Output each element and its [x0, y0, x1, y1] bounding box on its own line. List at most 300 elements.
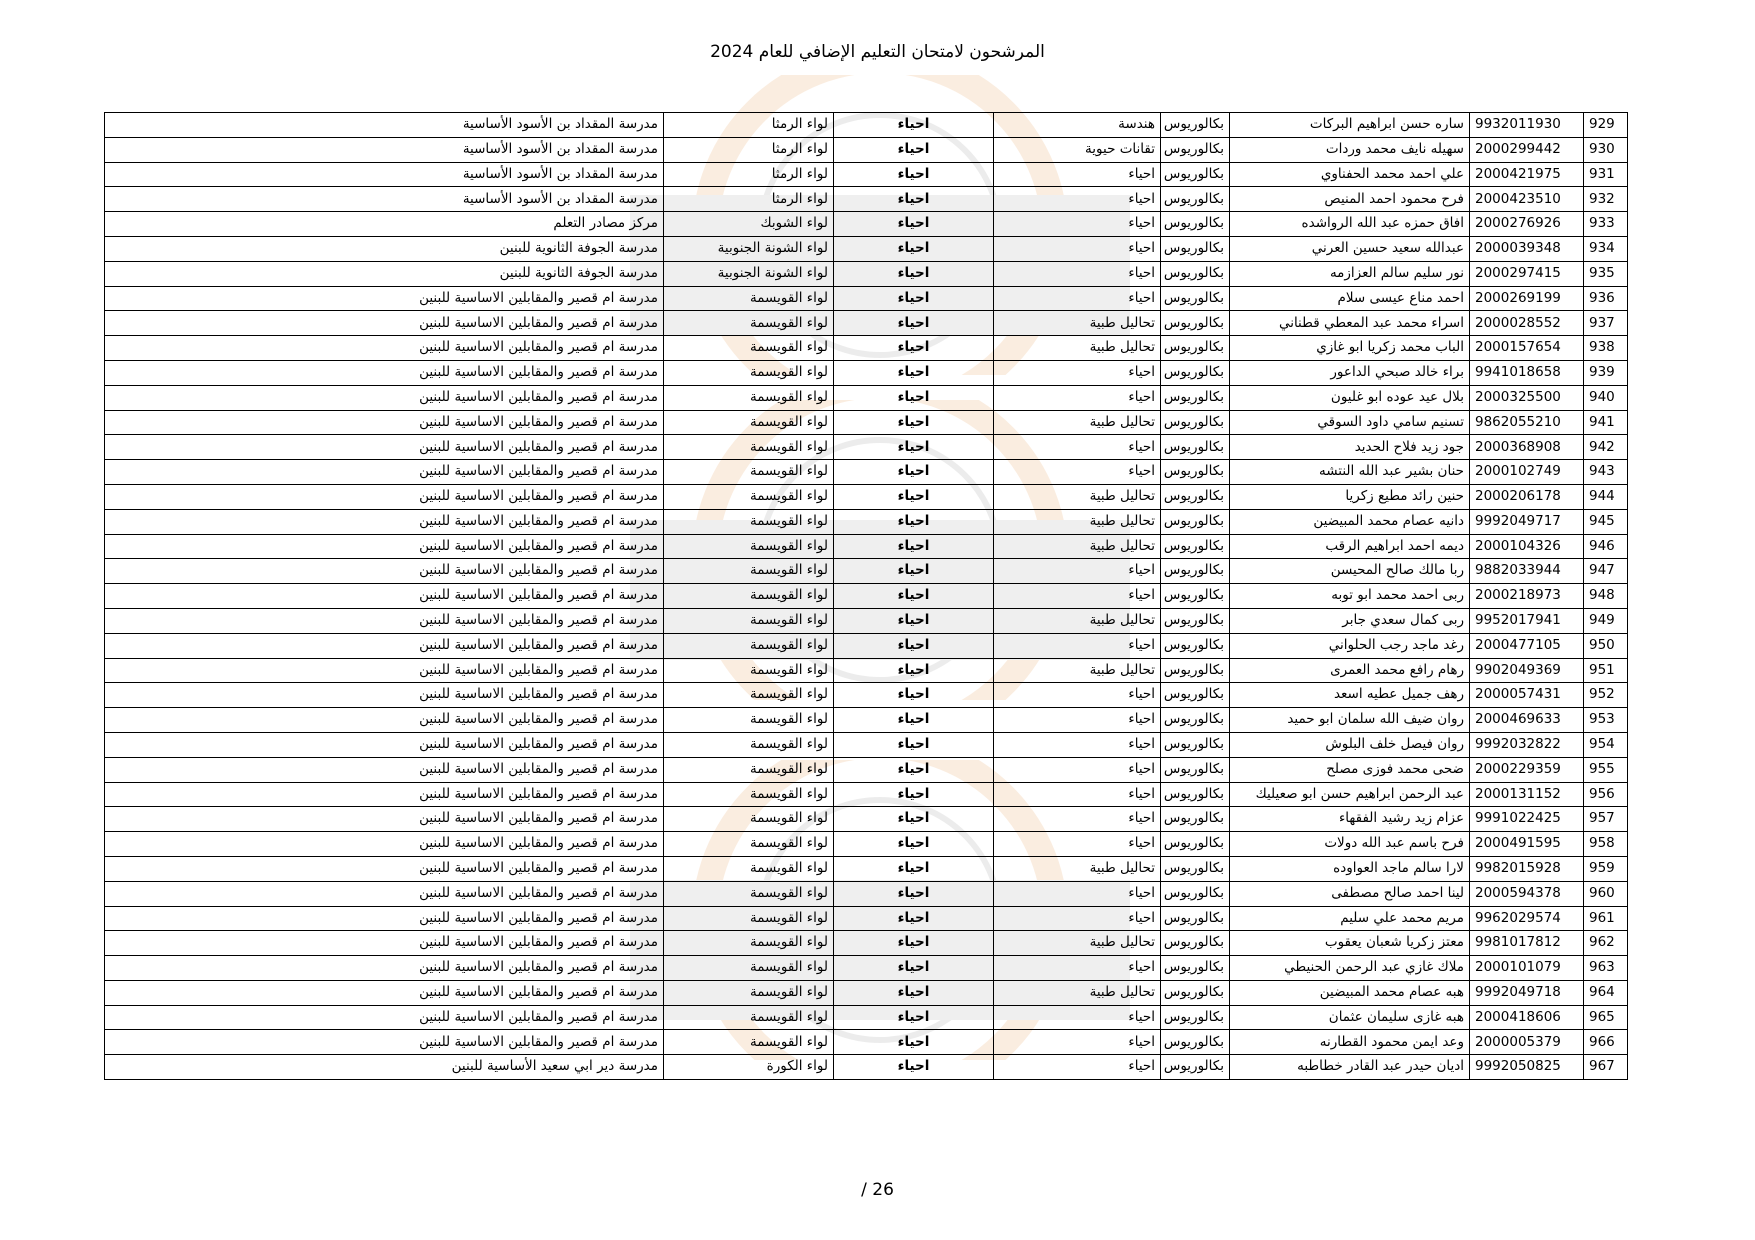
district-cell: لواء الرمثا	[664, 187, 834, 212]
district-cell: لواء القويسمة	[664, 881, 834, 906]
sequence-cell: 937	[1584, 311, 1628, 336]
major-cell: احياء	[994, 1030, 1161, 1055]
major-cell: احياء	[994, 460, 1161, 485]
exam-center-cell: مدرسة ام قصير والمقابلين الاساسية للبنين	[105, 633, 664, 658]
candidate-name-cell: هبه عصام محمد المبيضين	[1230, 980, 1470, 1005]
major-cell: احياء	[994, 732, 1161, 757]
candidate-name-cell: تسنيم سامي داود السوقي	[1230, 410, 1470, 435]
subject-cell: احياء	[834, 187, 994, 212]
national-id-cell: 9952017941	[1470, 608, 1584, 633]
exam-center-cell: مدرسة ام قصير والمقابلين الاساسية للبنين	[105, 881, 664, 906]
degree-cell: بكالوريوس	[1161, 1055, 1230, 1080]
exam-center-cell: مدرسة ام قصير والمقابلين الاساسية للبنين	[105, 832, 664, 857]
candidate-name-cell: ساره حسن ابراهيم البركات	[1230, 113, 1470, 138]
district-cell: لواء الرمثا	[664, 113, 834, 138]
major-cell: تحاليل طبية	[994, 856, 1161, 881]
subject-cell: احياء	[834, 658, 994, 683]
major-cell: احياء	[994, 162, 1161, 187]
major-cell: احياء	[994, 832, 1161, 857]
national-id-cell: 2000104326	[1470, 534, 1584, 559]
national-id-cell: 2000157654	[1470, 336, 1584, 361]
sequence-cell: 934	[1584, 236, 1628, 261]
candidate-name-cell: بلال عيد عوده ابو غليون	[1230, 385, 1470, 410]
table-row	[105, 782, 1628, 807]
subject-cell: احياء	[834, 782, 994, 807]
subject-cell: احياء	[834, 286, 994, 311]
table-row	[105, 460, 1628, 485]
national-id-cell: 2000421975	[1470, 162, 1584, 187]
major-cell: هندسة	[994, 113, 1161, 138]
exam-center-cell: مدرسة ام قصير والمقابلين الاساسية للبنين	[105, 484, 664, 509]
district-cell: لواء الشونة الجنوبية	[664, 236, 834, 261]
sequence-cell: 958	[1584, 832, 1628, 857]
table-row	[105, 286, 1628, 311]
candidate-name-cell: اسراء محمد عبد المعطي قطناني	[1230, 311, 1470, 336]
major-cell: احياء	[994, 187, 1161, 212]
district-cell: لواء القويسمة	[664, 956, 834, 981]
candidate-name-cell: دانيه عصام محمد المبيضين	[1230, 509, 1470, 534]
candidate-name-cell: سهيله نايف محمد وردات	[1230, 137, 1470, 162]
table-row	[105, 708, 1628, 733]
district-cell: لواء القويسمة	[664, 286, 834, 311]
page-title: المرشحون لامتحان التعليم الإضافي للعام 2024	[710, 42, 1045, 62]
subject-cell: احياء	[834, 931, 994, 956]
district-cell: لواء القويسمة	[664, 1030, 834, 1055]
sequence-cell: 947	[1584, 559, 1628, 584]
national-id-cell: 9902049369	[1470, 658, 1584, 683]
degree-cell: بكالوريوس	[1161, 881, 1230, 906]
degree-cell: بكالوريوس	[1161, 608, 1230, 633]
subject-cell: احياء	[834, 1055, 994, 1080]
district-cell: لواء القويسمة	[664, 336, 834, 361]
subject-cell: احياء	[834, 162, 994, 187]
exam-center-cell: مدرسة ام قصير والمقابلين الاساسية للبنين	[105, 385, 664, 410]
exam-center-cell: مدرسة ام قصير والمقابلين الاساسية للبنين	[105, 708, 664, 733]
candidate-name-cell: رغد ماجد رجب الحلواني	[1230, 633, 1470, 658]
exam-center-cell: مدرسة ام قصير والمقابلين الاساسية للبنين	[105, 683, 664, 708]
district-cell: لواء القويسمة	[664, 509, 834, 534]
subject-cell: احياء	[834, 708, 994, 733]
candidate-name-cell: رهام رافع محمد العمرى	[1230, 658, 1470, 683]
national-id-cell: 2000423510	[1470, 187, 1584, 212]
exam-center-cell: مدرسة ام قصير والمقابلين الاساسية للبنين	[105, 980, 664, 1005]
subject-cell: احياء	[834, 534, 994, 559]
table-row	[105, 1005, 1628, 1030]
district-cell: لواء القويسمة	[664, 856, 834, 881]
subject-cell: احياء	[834, 584, 994, 609]
sequence-cell: 956	[1584, 782, 1628, 807]
candidate-name-cell: عبدالله سعيد حسين العرني	[1230, 236, 1470, 261]
district-cell: لواء القويسمة	[664, 1005, 834, 1030]
major-cell: تحاليل طبية	[994, 608, 1161, 633]
degree-cell: بكالوريوس	[1161, 559, 1230, 584]
national-id-cell: 9992050825	[1470, 1055, 1584, 1080]
national-id-cell: 2000229359	[1470, 757, 1584, 782]
degree-cell: بكالوريوس	[1161, 1005, 1230, 1030]
major-cell: احياء	[994, 881, 1161, 906]
subject-cell: احياء	[834, 236, 994, 261]
candidate-name-cell: جود زيد فلاح الحديد	[1230, 435, 1470, 460]
national-id-cell: 2000297415	[1470, 261, 1584, 286]
table-row	[105, 608, 1628, 633]
sequence-cell: 959	[1584, 856, 1628, 881]
national-id-cell: 2000469633	[1470, 708, 1584, 733]
exam-center-cell: مدرسة ام قصير والمقابلين الاساسية للبنين	[105, 807, 664, 832]
national-id-cell: 2000028552	[1470, 311, 1584, 336]
sequence-cell: 949	[1584, 608, 1628, 633]
table-row	[105, 980, 1628, 1005]
subject-cell: احياء	[834, 410, 994, 435]
sequence-cell: 953	[1584, 708, 1628, 733]
national-id-cell: 2000005379	[1470, 1030, 1584, 1055]
table-row	[105, 856, 1628, 881]
major-cell: احياء	[994, 782, 1161, 807]
subject-cell: احياء	[834, 683, 994, 708]
sequence-cell: 955	[1584, 757, 1628, 782]
degree-cell: بكالوريوس	[1161, 931, 1230, 956]
candidate-name-cell: ربى احمد محمد ابو توبه	[1230, 584, 1470, 609]
national-id-cell: 2000491595	[1470, 832, 1584, 857]
candidate-name-cell: عبد الرحمن ابراهيم حسن ابو صعيليك	[1230, 782, 1470, 807]
subject-cell: احياء	[834, 881, 994, 906]
table-row	[105, 385, 1628, 410]
subject-cell: احياء	[834, 311, 994, 336]
subject-cell: احياء	[834, 484, 994, 509]
major-cell: احياء	[994, 633, 1161, 658]
district-cell: لواء القويسمة	[664, 807, 834, 832]
exam-center-cell: مدرسة ام قصير والمقابلين الاساسية للبنين	[105, 534, 664, 559]
sequence-cell: 943	[1584, 460, 1628, 485]
exam-center-cell: مدرسة ام قصير والمقابلين الاساسية للبنين	[105, 732, 664, 757]
exam-center-cell: مدرسة ام قصير والمقابلين الاساسية للبنين	[105, 658, 664, 683]
national-id-cell: 9992049718	[1470, 980, 1584, 1005]
national-id-cell: 2000218973	[1470, 584, 1584, 609]
degree-cell: بكالوريوس	[1161, 633, 1230, 658]
exam-center-cell: مدرسة ام قصير والمقابلين الاساسية للبنين	[105, 782, 664, 807]
candidate-name-cell: حنين رائد مطيع زكريا	[1230, 484, 1470, 509]
subject-cell: احياء	[834, 906, 994, 931]
national-id-cell: 9932011930	[1470, 113, 1584, 138]
exam-center-cell: مدرسة ام قصير والمقابلين الاساسية للبنين	[105, 931, 664, 956]
degree-cell: بكالوريوس	[1161, 534, 1230, 559]
candidate-name-cell: هبه غازى سليمان عثمان	[1230, 1005, 1470, 1030]
subject-cell: احياء	[834, 137, 994, 162]
national-id-cell: 9992049717	[1470, 509, 1584, 534]
candidate-name-cell: معتز زكريا شعبان يعقوب	[1230, 931, 1470, 956]
candidate-name-cell: براء خالد صبحي الداعور	[1230, 360, 1470, 385]
table-row	[105, 336, 1628, 361]
sequence-cell: 933	[1584, 212, 1628, 237]
degree-cell: بكالوريوس	[1161, 311, 1230, 336]
candidate-name-cell: ربا مالك صالح المحيسن	[1230, 559, 1470, 584]
degree-cell: بكالوريوس	[1161, 410, 1230, 435]
national-id-cell: 2000102749	[1470, 460, 1584, 485]
sequence-cell: 930	[1584, 137, 1628, 162]
district-cell: لواء القويسمة	[664, 584, 834, 609]
degree-cell: بكالوريوس	[1161, 956, 1230, 981]
district-cell: لواء القويسمة	[664, 360, 834, 385]
sequence-cell: 945	[1584, 509, 1628, 534]
subject-cell: احياء	[834, 212, 994, 237]
subject-cell: احياء	[834, 980, 994, 1005]
candidate-name-cell: لارا سالم ماجد العواوده	[1230, 856, 1470, 881]
table-row	[105, 732, 1628, 757]
table-row	[105, 212, 1628, 237]
exam-center-cell: مدرسة المقداد بن الأسود الأساسية	[105, 113, 664, 138]
district-cell: لواء الشونة الجنوبية	[664, 261, 834, 286]
exam-center-cell: مركز مصادر التعلم	[105, 212, 664, 237]
subject-cell: احياء	[834, 559, 994, 584]
subject-cell: احياء	[834, 113, 994, 138]
sequence-cell: 950	[1584, 633, 1628, 658]
national-id-cell: 2000368908	[1470, 435, 1584, 460]
major-cell: احياء	[994, 906, 1161, 931]
district-cell: لواء القويسمة	[664, 832, 834, 857]
exam-center-cell: مدرسة دير ابي سعيد الأساسية للبنين	[105, 1055, 664, 1080]
table-row	[105, 1055, 1628, 1080]
major-cell: احياء	[994, 212, 1161, 237]
exam-center-cell: مدرسة المقداد بن الأسود الأساسية	[105, 137, 664, 162]
exam-center-cell: مدرسة ام قصير والمقابلين الاساسية للبنين	[105, 336, 664, 361]
major-cell: تحاليل طبية	[994, 336, 1161, 361]
exam-center-cell: مدرسة المقداد بن الأسود الأساسية	[105, 187, 664, 212]
district-cell: لواء القويسمة	[664, 658, 834, 683]
candidate-name-cell: فرح باسم عبد الله دولات	[1230, 832, 1470, 857]
exam-center-cell: مدرسة ام قصير والمقابلين الاساسية للبنين	[105, 435, 664, 460]
exam-center-cell: مدرسة ام قصير والمقابلين الاساسية للبنين	[105, 906, 664, 931]
exam-center-cell: مدرسة ام قصير والمقابلين الاساسية للبنين	[105, 757, 664, 782]
district-cell: لواء القويسمة	[664, 559, 834, 584]
candidate-name-cell: روان ضيف الله سلمان ابو حميد	[1230, 708, 1470, 733]
major-cell: احياء	[994, 435, 1161, 460]
district-cell: لواء الكورة	[664, 1055, 834, 1080]
table-row	[105, 584, 1628, 609]
sequence-cell: 965	[1584, 1005, 1628, 1030]
subject-cell: احياء	[834, 336, 994, 361]
subject-cell: احياء	[834, 956, 994, 981]
major-cell: تحاليل طبية	[994, 534, 1161, 559]
exam-center-cell: مدرسة ام قصير والمقابلين الاساسية للبنين	[105, 410, 664, 435]
candidate-name-cell: نور سليم سالم العزازمه	[1230, 261, 1470, 286]
exam-center-cell: مدرسة ام قصير والمقابلين الاساسية للبنين	[105, 956, 664, 981]
sequence-cell: 940	[1584, 385, 1628, 410]
major-cell: احياء	[994, 807, 1161, 832]
national-id-cell: 9962029574	[1470, 906, 1584, 931]
national-id-cell: 9882033944	[1470, 559, 1584, 584]
exam-center-cell: مدرسة المقداد بن الأسود الأساسية	[105, 162, 664, 187]
major-cell: تحاليل طبية	[994, 509, 1161, 534]
table-row	[105, 360, 1628, 385]
sequence-cell: 957	[1584, 807, 1628, 832]
major-cell: تحاليل طبية	[994, 484, 1161, 509]
district-cell: لواء القويسمة	[664, 534, 834, 559]
sequence-cell: 954	[1584, 732, 1628, 757]
table-row	[105, 236, 1628, 261]
table-row	[105, 137, 1628, 162]
exam-center-cell: مدرسة ام قصير والمقابلين الاساسية للبنين	[105, 360, 664, 385]
district-cell: لواء القويسمة	[664, 311, 834, 336]
table-row	[105, 187, 1628, 212]
table-row	[105, 559, 1628, 584]
national-id-cell: 2000131152	[1470, 782, 1584, 807]
sequence-cell: 967	[1584, 1055, 1628, 1080]
sequence-cell: 941	[1584, 410, 1628, 435]
degree-cell: بكالوريوس	[1161, 236, 1230, 261]
sequence-cell: 942	[1584, 435, 1628, 460]
national-id-cell: 9982015928	[1470, 856, 1584, 881]
sequence-cell: 931	[1584, 162, 1628, 187]
sequence-cell: 935	[1584, 261, 1628, 286]
exam-center-cell: مدرسة ام قصير والمقابلين الاساسية للبنين	[105, 311, 664, 336]
table-row	[105, 658, 1628, 683]
degree-cell: بكالوريوس	[1161, 484, 1230, 509]
national-id-cell: 2000101079	[1470, 956, 1584, 981]
district-cell: لواء القويسمة	[664, 435, 834, 460]
subject-cell: احياء	[834, 360, 994, 385]
national-id-cell: 9992032822	[1470, 732, 1584, 757]
candidate-name-cell: الباب محمد زكريا ابو غازي	[1230, 336, 1470, 361]
sequence-cell: 944	[1584, 484, 1628, 509]
national-id-cell: 9941018658	[1470, 360, 1584, 385]
table-row	[105, 435, 1628, 460]
major-cell: احياء	[994, 286, 1161, 311]
district-cell: لواء القويسمة	[664, 385, 834, 410]
sequence-cell: 946	[1584, 534, 1628, 559]
degree-cell: بكالوريوس	[1161, 286, 1230, 311]
national-id-cell: 2000057431	[1470, 683, 1584, 708]
sequence-cell: 960	[1584, 881, 1628, 906]
district-cell: لواء الرمثا	[664, 137, 834, 162]
sequence-cell: 966	[1584, 1030, 1628, 1055]
national-id-cell: 9981017812	[1470, 931, 1584, 956]
exam-center-cell: مدرسة الجوفة الثانوية للبنين	[105, 236, 664, 261]
degree-cell: بكالوريوس	[1161, 360, 1230, 385]
district-cell: لواء القويسمة	[664, 980, 834, 1005]
major-cell: تقانات حيوية	[994, 137, 1161, 162]
candidate-name-cell: احمد مناع عيسى سلام	[1230, 286, 1470, 311]
candidates-table	[104, 112, 1628, 1080]
degree-cell: بكالوريوس	[1161, 584, 1230, 609]
candidate-name-cell: عزام زيد رشيد الفقهاء	[1230, 807, 1470, 832]
table-row	[105, 534, 1628, 559]
sequence-cell: 939	[1584, 360, 1628, 385]
district-cell: لواء الشوبك	[664, 212, 834, 237]
degree-cell: بكالوريوس	[1161, 782, 1230, 807]
table-row	[105, 410, 1628, 435]
district-cell: لواء القويسمة	[664, 757, 834, 782]
degree-cell: بكالوريوس	[1161, 757, 1230, 782]
district-cell: لواء القويسمة	[664, 484, 834, 509]
major-cell: تحاليل طبية	[994, 931, 1161, 956]
subject-cell: احياء	[834, 633, 994, 658]
degree-cell: بكالوريوس	[1161, 732, 1230, 757]
major-cell: تحاليل طبية	[994, 980, 1161, 1005]
district-cell: لواء القويسمة	[664, 608, 834, 633]
subject-cell: احياء	[834, 856, 994, 881]
page-number: 26 /	[861, 1180, 894, 1200]
major-cell: احياء	[994, 683, 1161, 708]
exam-center-cell: مدرسة ام قصير والمقابلين الاساسية للبنين	[105, 509, 664, 534]
major-cell: احياء	[994, 757, 1161, 782]
major-cell: احياء	[994, 1055, 1161, 1080]
national-id-cell: 2000325500	[1470, 385, 1584, 410]
subject-cell: احياء	[834, 807, 994, 832]
sequence-cell: 936	[1584, 286, 1628, 311]
table-row	[105, 261, 1628, 286]
subject-cell: احياء	[834, 460, 994, 485]
major-cell: احياء	[994, 584, 1161, 609]
exam-center-cell: مدرسة ام قصير والمقابلين الاساسية للبنين	[105, 460, 664, 485]
degree-cell: بكالوريوس	[1161, 906, 1230, 931]
district-cell: لواء القويسمة	[664, 906, 834, 931]
table-row	[105, 931, 1628, 956]
national-id-cell: 2000269199	[1470, 286, 1584, 311]
degree-cell: بكالوريوس	[1161, 832, 1230, 857]
major-cell: تحاليل طبية	[994, 410, 1161, 435]
subject-cell: احياء	[834, 832, 994, 857]
candidate-name-cell: ديمه احمد ابراهيم الرقب	[1230, 534, 1470, 559]
exam-center-cell: مدرسة ام قصير والمقابلين الاساسية للبنين	[105, 608, 664, 633]
subject-cell: احياء	[834, 732, 994, 757]
major-cell: احياء	[994, 559, 1161, 584]
district-cell: لواء القويسمة	[664, 782, 834, 807]
degree-cell: بكالوريوس	[1161, 212, 1230, 237]
major-cell: احياء	[994, 1005, 1161, 1030]
sequence-cell: 964	[1584, 980, 1628, 1005]
table-row	[105, 1030, 1628, 1055]
degree-cell: بكالوريوس	[1161, 460, 1230, 485]
degree-cell: بكالوريوس	[1161, 708, 1230, 733]
district-cell: لواء القويسمة	[664, 732, 834, 757]
candidate-name-cell: مريم محمد علي سليم	[1230, 906, 1470, 931]
table-row	[105, 311, 1628, 336]
exam-center-cell: مدرسة ام قصير والمقابلين الاساسية للبنين	[105, 1005, 664, 1030]
sequence-cell: 961	[1584, 906, 1628, 931]
sequence-cell: 962	[1584, 931, 1628, 956]
degree-cell: بكالوريوس	[1161, 807, 1230, 832]
district-cell: لواء القويسمة	[664, 410, 834, 435]
sequence-cell: 932	[1584, 187, 1628, 212]
exam-center-cell: مدرسة ام قصير والمقابلين الاساسية للبنين	[105, 856, 664, 881]
candidate-name-cell: رهف جميل عطيه اسعد	[1230, 683, 1470, 708]
candidate-name-cell: افاق حمزه عبد الله الرواشده	[1230, 212, 1470, 237]
national-id-cell: 2000477105	[1470, 633, 1584, 658]
candidate-name-cell: علي احمد محمد الحفناوي	[1230, 162, 1470, 187]
district-cell: لواء القويسمة	[664, 633, 834, 658]
major-cell: تحاليل طبية	[994, 311, 1161, 336]
table-row	[105, 757, 1628, 782]
national-id-cell: 9862055210	[1470, 410, 1584, 435]
major-cell: احياء	[994, 360, 1161, 385]
candidate-name-cell: روان فيصل خلف البلوش	[1230, 732, 1470, 757]
subject-cell: احياء	[834, 509, 994, 534]
degree-cell: بكالوريوس	[1161, 261, 1230, 286]
sequence-cell: 929	[1584, 113, 1628, 138]
table-row	[105, 683, 1628, 708]
sequence-cell: 948	[1584, 584, 1628, 609]
table-row	[105, 906, 1628, 931]
table-row	[105, 484, 1628, 509]
national-id-cell: 2000594378	[1470, 881, 1584, 906]
major-cell: احياء	[994, 956, 1161, 981]
national-id-cell: 2000418606	[1470, 1005, 1584, 1030]
subject-cell: احياء	[834, 1005, 994, 1030]
candidate-name-cell: ملاك غازي عبد الرحمن الحنيطي	[1230, 956, 1470, 981]
table-row	[105, 807, 1628, 832]
table-row	[105, 956, 1628, 981]
degree-cell: بكالوريوس	[1161, 162, 1230, 187]
table-row	[105, 832, 1628, 857]
